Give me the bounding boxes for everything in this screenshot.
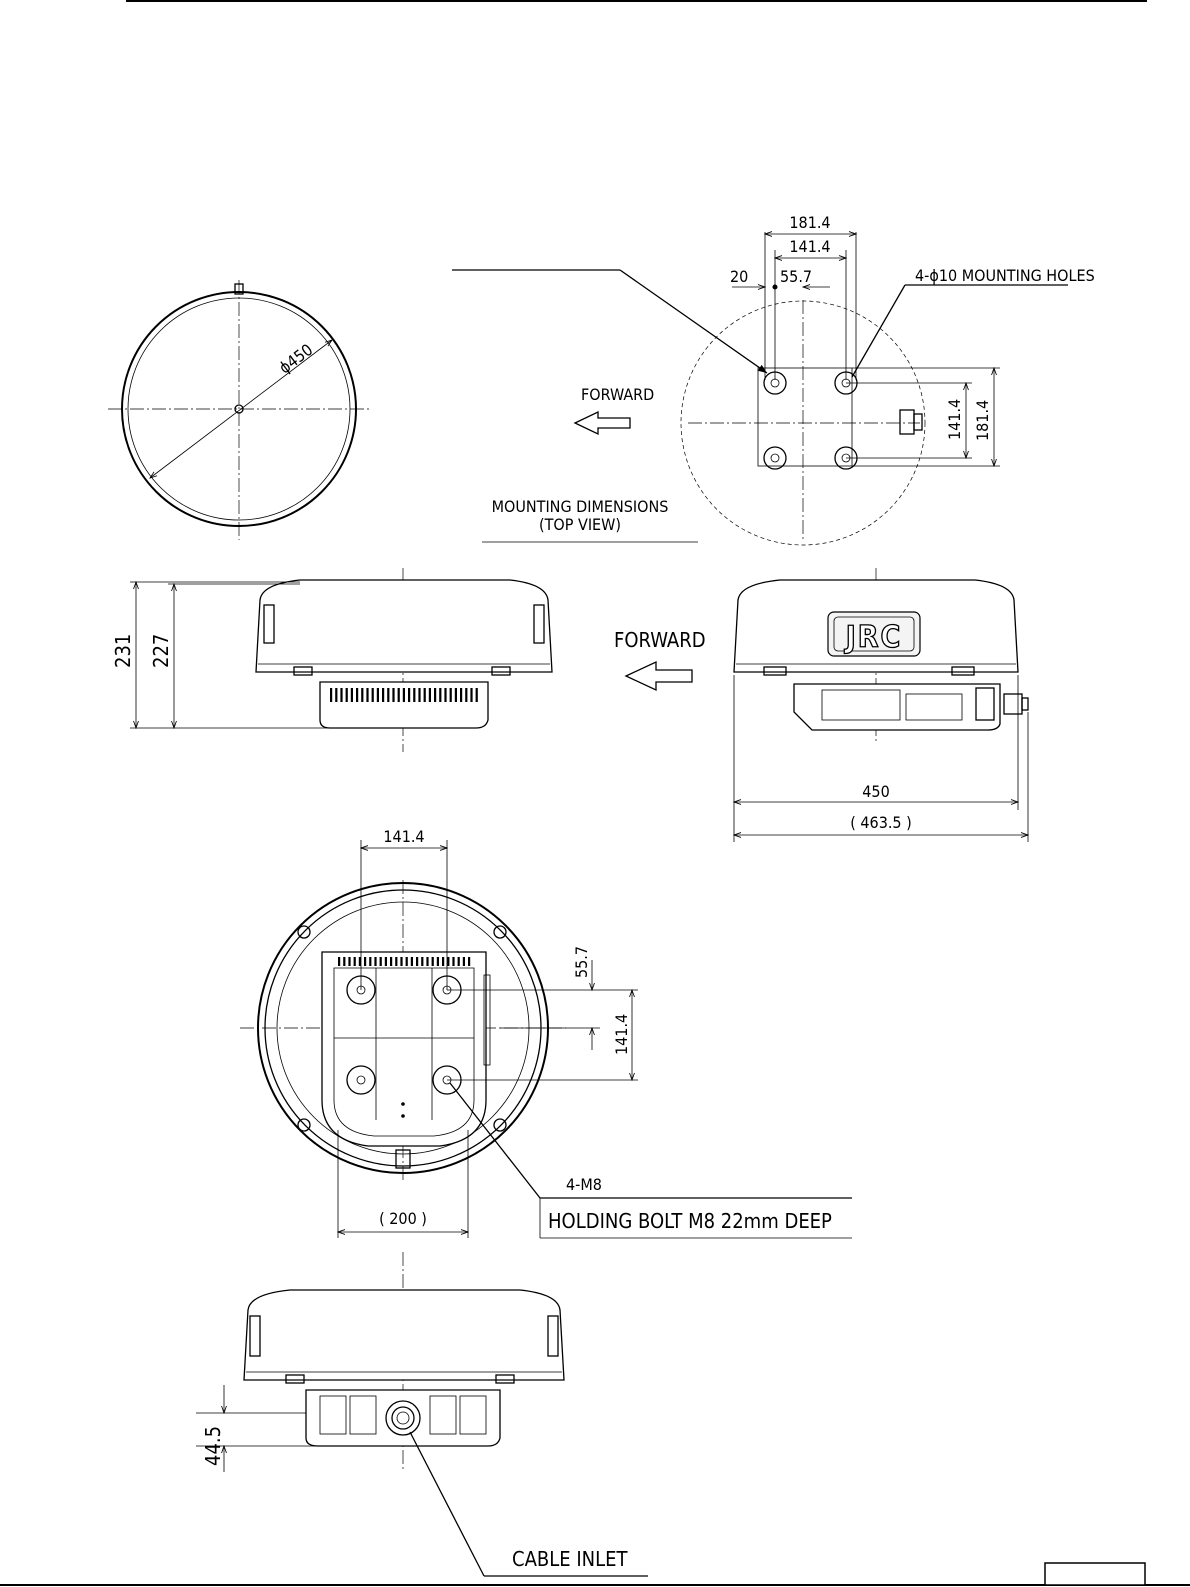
cooling-fin [343,957,345,966]
cooling-fin [400,957,402,966]
cooling-fin [437,957,439,966]
dim-200: ( 200 ) [379,1209,427,1228]
cooling-fin [432,957,434,966]
cooling-fin [460,688,462,702]
cooling-fin [356,688,358,702]
mounting-caption-line1: MOUNTING DIMENSIONS [491,497,669,516]
cooling-fin [403,688,405,702]
cooling-fin [395,957,397,966]
cooling-fin [390,957,392,966]
bolt-spec-label: HOLDING BOLT M8 22mm DEEP [548,1209,832,1233]
dim-231: 231 [111,633,135,668]
cooling-fin [434,688,436,702]
diameter-label: ϕ450 [275,339,317,378]
cooling-fin [364,957,366,966]
rear-view [196,1252,648,1576]
cooling-fin [468,957,470,966]
cooling-fin [447,957,449,966]
cooling-fin [439,688,441,702]
cooling-fin [335,688,337,702]
cooling-fin [369,957,371,966]
dim-141-4-vertical: 141.4 [945,398,964,440]
cooling-fin [411,957,413,966]
cooling-fin [429,688,431,702]
forward-label-top: FORWARD [581,385,655,404]
forward-arrow-icon [575,412,630,434]
mounting-dimensions-view [452,213,1095,545]
cooling-fin [382,688,384,702]
dim-141-4-horizontal: 141.4 [789,237,831,256]
cooling-fin [351,688,353,702]
dim-450: 450 [862,782,890,801]
mounting-holes-label: 4-ϕ10 MOUNTING HOLES [915,266,1095,285]
cable-inlet-label: CABLE INLET [512,1547,628,1571]
front-view [614,568,1028,842]
side-view [111,568,552,752]
cooling-fin [398,688,400,702]
dim-141-4-top: 141.4 [383,827,425,846]
cooling-fin [463,957,465,966]
cooling-fin [424,688,426,702]
cooling-fin [444,688,446,702]
dim-20: 20 [730,267,749,286]
cooling-fin [426,957,428,966]
dim-141-4-side: 141.4 [612,1013,631,1055]
cooling-fin [455,688,457,702]
cooling-fin [458,957,460,966]
cooling-fin [387,688,389,702]
cooling-fin [361,688,363,702]
dim-227: 227 [149,633,173,668]
cooling-fin [366,688,368,702]
cooling-fin [406,957,408,966]
top-view [108,280,370,540]
bolt-count-label: 4-M8 [566,1175,602,1194]
bottom-view [240,827,852,1238]
dim-55-7: 55.7 [780,267,813,286]
cooling-fin [408,688,410,702]
cooling-fin [476,688,478,702]
cooling-fin [442,957,444,966]
cooling-fin [340,688,342,702]
cooling-fin [418,688,420,702]
cooling-fin [380,957,382,966]
dim-463-5: ( 463.5 ) [850,813,912,832]
forward-arrow-side-icon [626,662,692,690]
cooling-fin [465,688,467,702]
cooling-fin [413,688,415,702]
page-number-box [1045,1563,1145,1585]
dim-44-5: 44.5 [201,1425,225,1466]
cooling-fin [470,688,472,702]
dim-55-7-bottom: 55.7 [572,945,591,978]
cooling-fin [330,688,332,702]
mounting-caption-line2: (TOP VIEW) [538,515,622,534]
cooling-fin [372,688,374,702]
cooling-fin [338,957,340,966]
dim-181-4-vertical: 181.4 [973,399,992,441]
cooling-fin [377,688,379,702]
cooling-fin [450,688,452,702]
cooling-fin [354,957,356,966]
cooling-fin [348,957,350,966]
cooling-fin [374,957,376,966]
jrc-logo-text: JRC [845,620,903,655]
cooling-fin [416,957,418,966]
cooling-fin [392,688,394,702]
bottom-fins [330,688,478,702]
cooling-fin [346,688,348,702]
cooling-fin [452,957,454,966]
cooling-fin [385,957,387,966]
dim-181-4-horizontal: 181.4 [789,213,831,232]
cooling-fin [421,957,423,966]
forward-label-side: FORWARD [614,628,706,652]
